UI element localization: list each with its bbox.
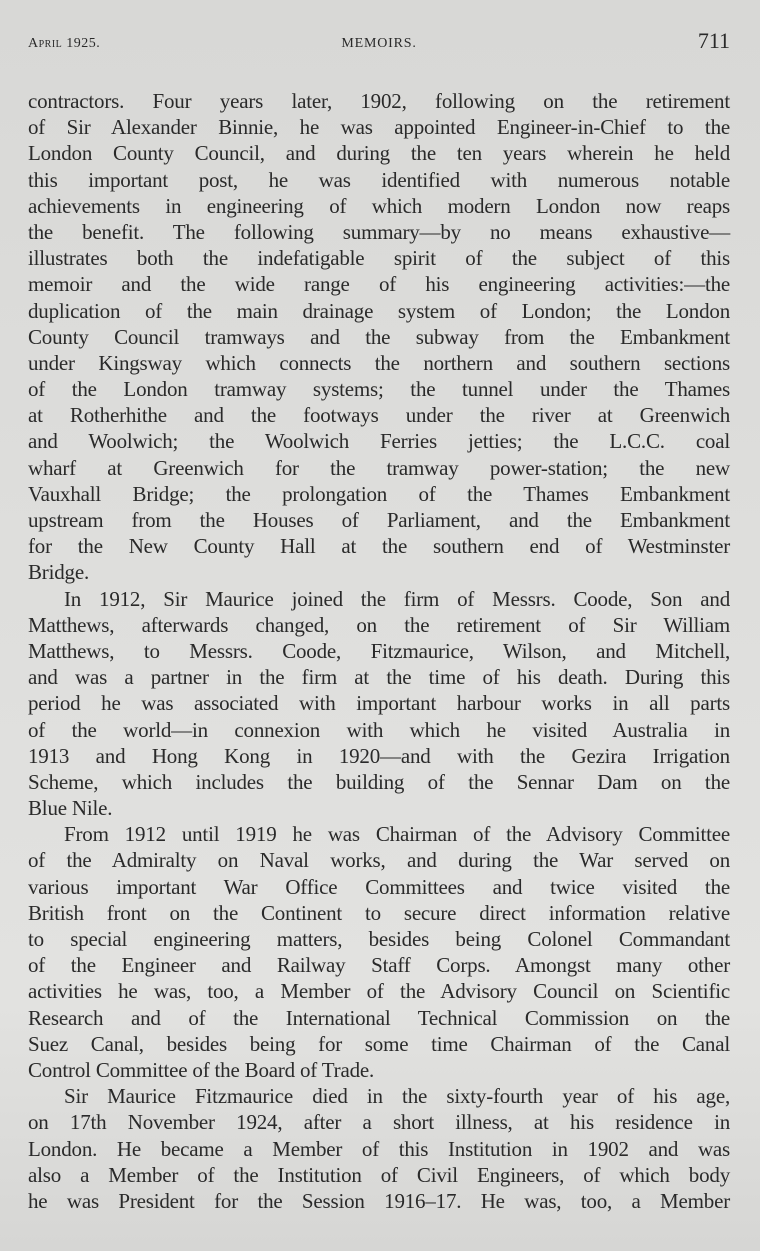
text-line: London. He became a Member of this Institution in 1902 and was xyxy=(28,1136,730,1161)
text-line: illustrates both the indefatigable spirit of the subject of this xyxy=(28,246,730,271)
text-line: various important War Office Committees and twice visited the xyxy=(28,874,730,899)
paragraph xyxy=(28,586,730,822)
text-line: In 1912, Sir Maurice joined the firm of Messrs. Coode, Son and xyxy=(64,586,730,611)
paragraph xyxy=(28,1083,730,1214)
text-line: contractors. Four years later, 1902, following on the retirement xyxy=(28,89,730,113)
text-line: the benefit. The following summary—by no means exhaustive— xyxy=(28,219,730,244)
text-line: Matthews, to Messrs. Coode, Fitzmaurice, Wilson, and Mitchell, xyxy=(28,638,730,663)
text-line: County Council tramways and the subway from the Embankment xyxy=(28,324,730,349)
paragraph xyxy=(28,88,730,586)
text-line: 1913 and Hong Kong in 1920—and with the Gezira Irrigation xyxy=(28,743,730,768)
paragraph xyxy=(28,821,730,1083)
text-line: for the New County Hall at the southern end of Westminster xyxy=(28,534,730,559)
text-line: also a Member of the Institution of Civil Engineers, of which body xyxy=(28,1162,730,1187)
page-number: 711 xyxy=(697,28,730,53)
text-line: of the Engineer and Railway Staff Corps. Amongst many other xyxy=(28,953,730,978)
text-line: period he was associated with important harbour works in all parts xyxy=(28,691,730,716)
text-line: upstream from the Houses of Parliament, and the Embankment xyxy=(28,508,730,532)
running-header xyxy=(28,28,730,58)
text-line: Control Committee of the Board of Trade. xyxy=(28,1057,375,1082)
text-line: of Sir Alexander Binnie, he was appointed Engineer-in-Chief to the xyxy=(28,115,730,140)
text-line: on 17th November 1924, after a short illness, at his residence in xyxy=(28,1110,730,1135)
text-line: and was a partner in the firm at the time of his death. During this xyxy=(28,665,730,690)
header-section-title: MEMOIRS. xyxy=(341,36,417,51)
text-line: Suez Canal, besides being for some time Chairman of the Canal xyxy=(28,1031,730,1056)
text-line: this important post, he was identified with numerous notable xyxy=(28,167,730,192)
text-line: and Woolwich; the Woolwich Ferries jetties; the L.C.C. coal xyxy=(28,429,730,454)
text-line: British front on the Continent to secure direct information relative xyxy=(28,900,730,925)
text-line: Matthews, afterwards changed, on the retirement of Sir William xyxy=(28,612,730,637)
header-date: April 1925. xyxy=(28,36,101,51)
text-line: at Rotherhithe and the footways under the river at Greenwich xyxy=(28,403,730,428)
text-line: London County Council, and during the ten years wherein he held xyxy=(28,141,730,166)
text-line: Sir Maurice Fitzmaurice died in the sixty-fourth year of his age, xyxy=(64,1084,730,1109)
text-line: duplication of the main drainage system of London; the London xyxy=(28,298,730,323)
text-line: wharf at Greenwich for the tramway power-station; the new xyxy=(28,455,730,480)
text-line: of the London tramway systems; the tunnel under the Thames xyxy=(28,377,730,402)
text-line: to special engineering matters, besides being Colonel Commandant xyxy=(28,927,730,951)
text-line: under Kingsway which connects the northern and southern sections xyxy=(28,350,730,375)
text-line: From 1912 until 1919 he was Chairman of the Advisory Committee xyxy=(64,822,730,847)
text-line: Bridge. xyxy=(28,560,90,585)
text-line: activities he was, too, a Member of the Advisory Council on Scientific xyxy=(28,979,730,1004)
text-line: Scheme, which includes the building of the Sennar Dam on the xyxy=(28,769,730,794)
memoir-body xyxy=(28,88,730,1214)
text-line: memoir and the wide range of his engineering activities:—the xyxy=(28,272,730,297)
text-line: he was President for the Session 1916–17. He was, too, a Member xyxy=(28,1188,730,1213)
text-line: Research and of the International Technical Commission on the xyxy=(28,1005,730,1030)
text-line: of the Admiralty on Naval works, and during the War served on xyxy=(28,848,730,873)
text-line: of the world—in connexion with which he visited Australia in xyxy=(28,717,730,742)
text-line: achievements in engineering of which modern London now reaps xyxy=(28,193,730,218)
text-line: Blue Nile. xyxy=(28,796,113,821)
text-line: Vauxhall Bridge; the prolongation of the Thames Embankment xyxy=(28,481,730,506)
